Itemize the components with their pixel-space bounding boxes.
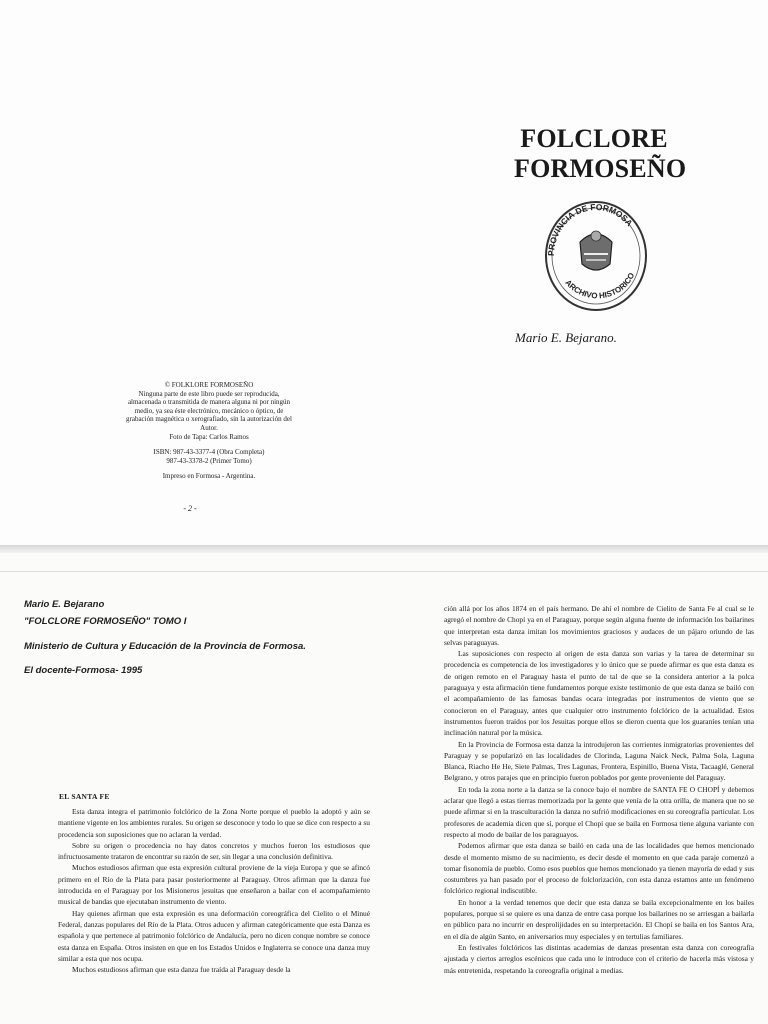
book-title-line1: FOLCLORE: [520, 124, 668, 153]
article-right-column: [444, 603, 754, 976]
imprint-printed: Impreso en Formosa - Argentina.: [162, 472, 256, 481]
paragraph: Las suposiciones con respecto al origen de esta danza son varias y la tarea de determinar su procedencia es competencia de los investigadores y lo único que se puede afirmar es que esta danza es de origen remoto en el Paraguay hasta el punto de tal de que se la considera anterior a la polca paraguaya y esta afirmación tiene fundamentos porque existe testimonio de que esta danza se bailó con el acompañamiento de las famosas bandas ocara integradas por instrumentos de viento que se conocieron en el Paraguay, antes que cualquier otro instrumento folclórico de la actualidad. Estos instrumentos fueron traídos por los Jesuitas porque ellos se dieron cuenta que los guaraníes tenían una inclinación natural por la música.: [444, 649, 754, 738]
imprint-copyright: © FOLKLORE FORMOSEÑO: [164, 381, 254, 389]
paragraph: Muchos estudiosos afirman que esta expresión cultural proviene de la vieja Europa y que se afincó primero en el Río de la Plata para pasar posteriormente al Paraguay. Otros afirman que la danza fue introducida en el Paraguay por los Misioneros jesuitas que enseñaron a bailar con el acompañamiento musical de bandas que ejecutaban instrumento de viento.: [58, 863, 370, 907]
paragraph: Sobre su origen o procedencia no hay datos concretos y muchos fueron los estudiosos que infructuosamente trataron de encontrar su razón de ser, sin llegar a una conclusión definitiva.: [58, 840, 370, 862]
paragraph: En festivales folclóricos las distintas academias de danzas presentan esta danza con coreografía ajustada y ciertos arreglos escénicos que cada uno le introduce con el criterio de hacerla más vistosa y más entretenida, respetando la coreografía original a medias.: [444, 942, 754, 975]
paragraph: Podemos afirmar que esta danza se bailó en cada una de las localidades que hemos mencionado desde el momento mismo de su nacimiento, es decir desde el momento en que cada paraje comenzó a tomar fisonomía de pueblo. Como esos pueblos que hemos mencionado ya tienen mayoría de edad y sus costumbres ya han pasado por el proceso de folclorización, con esta danza estamos ante un fenómeno folclórico regional indiscutible.: [444, 841, 754, 896]
imprint-rights: Ninguna parte de este libro puede ser reproducida, almacenada o transmitida de manera alguna ni por ningún medio, ya sea éste electrónico, mecánico o óptico, de grabación magnética o xerografiado, sin la autorización del Autor.: [126, 389, 292, 432]
section-heading: EL SANTA FE: [59, 792, 110, 801]
archive-stamp: [540, 196, 652, 314]
paragraph: ción allá por los años 1874 en el país hermano. De ahí el nombre de Cielito de Santa Fe al cual se le agregó el nombre de Chopí ya en el Paraguay, porque según alguna fuente de información los bailarines que interpretan esta danza imitan los movimientos graciosos y audaces de un pájaro oriundo de las selvas paraguayas.: [444, 604, 754, 647]
credit-publisher: El docente-Formosa- 1995: [24, 665, 143, 676]
book-title-line2: FORMOSEÑO: [514, 154, 687, 183]
paragraph: Hay quienes afirman que esta expresión es una deformación coreográfica del Cielito o el Minué Federal, danzas populares del Río de la Plata. Otros aducen y afirman categóricamente que esta Danza es española y que pertenece al patrimonio folclórico de Andalucía, pero no dicen conque nombre se conoce esta danza en España. Otros insisten en que en los Estados Unidos e Inglaterra se conoce una danza muy similar a esta que nos ocupa.: [58, 908, 370, 963]
paragraph: Muchos estudiosos afirman que esta danza fue traída al Paraguay desde la: [72, 965, 291, 975]
paragraph: Esta danza integra el patrimonio folclórico de la Zona Norte porque el pueblo la adoptó y aún se mantiene vigente en los ambientes rurales. Su origen se desconoce y todo lo que se dice con respecto a su procedencia son suposiciones que no aclaran la verdad.: [58, 807, 370, 839]
credit-author: Mario E. Bejarano: [24, 599, 105, 610]
paragraph: En honor a la verdad tenemos que decir que esta danza se baila excepcionalmente en los bailes populares, porque si se quiere es una danza de entre casa porque los bailarines no se arriesgan a bailarla en público para no incurrir en desprolijidades en su interpretación. El Chopí se baila en los Santos Ara, en el día de algún Santo, en aniversarios muy especiales y en tertulias familiares.: [444, 897, 754, 941]
credit-book: "FOLCLORE FORMOSEÑO" TOMO I: [24, 616, 187, 627]
paragraph: En la Provincia de Formosa esta danza la introdujeron las corrientes inmigratorias provenientes del Paraguay y se popularizó en las localidades de Clorinda, Laguna Naick Neck, Palma Sola, Laguna Blanca, Riacho He He, Siete Palmas, Tres Lagunas, Frontera, Espinillo, Buena Vista, Tacaaglé, General Belgrano, y otros parajes que en principio fueron poblados por gente proveniente del Paraguay.: [444, 739, 754, 783]
paragraph: En toda la zona norte a la danza se la conoce bajo el nombre de SANTA FE O CHOPÍ y debemos aclarar que llegó a estas tierras memorizada por la gente que venía de la otra orilla, de manera que no se puede afirmar si en la trasculturación la danza no sufrió modificaciones en su coreografía particular. Los profesores de academia dicen que sí, porque el Chopí que se baila en Formosa tiene alguna variante con respecto al modo de bailar de los paraguayos.: [444, 784, 754, 839]
imprint-isbn-complete: ISBN: 987-43-3377-4 (Obra Completa): [153, 448, 265, 457]
stamp-text-top: PROVINCIA DE FORMOSA: [545, 201, 635, 257]
page-divider: [0, 545, 768, 553]
stamp-text-bottom: ARCHIVO HISTORICO: [563, 271, 637, 301]
page-number: - 2 -: [183, 504, 197, 513]
imprint-cover-photo: Foto de Tapa: Carlos Ramos: [169, 432, 249, 441]
article-page: [0, 553, 768, 1024]
imprint-isbn-volume: 987-43-3378-2 (Primer Tomo): [166, 456, 252, 465]
scan-artifact: [0, 571, 768, 572]
coat-of-arms-icon: [580, 231, 612, 270]
credit-ministry: Ministerio de Cultura y Educación de la Provincia de Formosa.: [24, 641, 306, 652]
cover-author: Mario E. Bejarano.: [515, 330, 617, 345]
article-left-column: [58, 806, 370, 975]
imprint-block: [126, 381, 292, 481]
